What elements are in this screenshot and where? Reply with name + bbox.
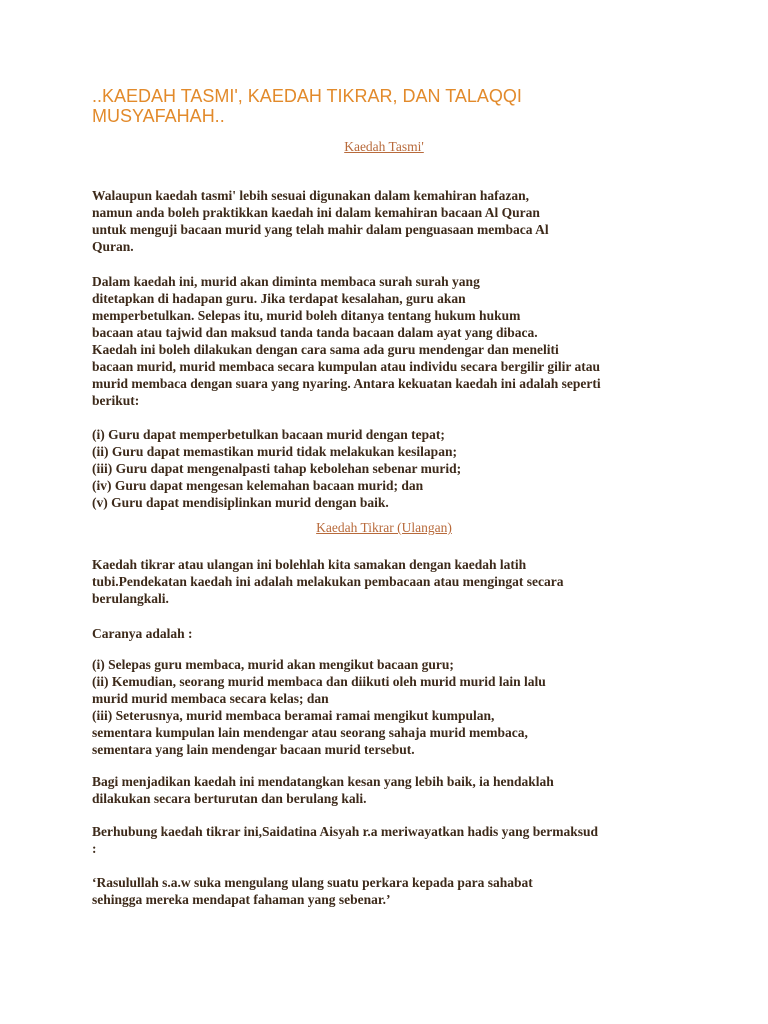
text-line: namun anda boleh praktikkan kaedah ini dalam kemahiran bacaan Al Quran [92, 205, 540, 220]
list-item: (iii) Seterusnya, murid membaca beramai ramai mengikut kumpulan, [92, 708, 495, 723]
text-line: Caranya adalah : [92, 626, 193, 641]
page-title [92, 86, 652, 126]
title-line: ..KAEDAH TASMI', KAEDAH TIKRAR, DAN TALAQQI [92, 86, 522, 106]
text-line: murid membaca dengan suara yang nyaring. Antara kekuatan kaedah ini adalah seperti [92, 376, 601, 391]
caranya-label [92, 625, 692, 642]
text-line: ‘Rasulullah s.a.w suka mengulang ulang suatu perkara kepada para sahabat [92, 875, 533, 890]
text-line: berikut: [92, 393, 140, 408]
list-item: (iv) Guru dapat mengesan kelemahan bacaan murid; dan [92, 478, 424, 493]
text-line: Berhubung kaedah tikrar ini,Saidatina Aisyah r.a meriwayatkan hadis yang bermaksud [92, 824, 598, 839]
text-line: dilakukan secara berturutan dan berulang kali. [92, 791, 367, 806]
text-line: Bagi menjadikan kaedah ini mendatangkan kesan yang lebih baik, ia hendaklah [92, 774, 554, 789]
text-line: Kaedah tikrar atau ulangan ini bolehlah kita samakan dengan kaedah latih [92, 557, 527, 572]
hadith-quote [92, 874, 692, 908]
text-line: Walaupun kaedah tasmi' lebih sesuai digunakan dalam kemahiran hafazan, [92, 188, 529, 203]
heading-kaedah-tikrar: Kaedah Tikrar (Ulangan) [316, 520, 452, 535]
list-item: (i) Selepas guru membaca, murid akan mengikut bacaan guru; [92, 657, 454, 672]
text-line: bacaan murid, murid membaca secara kumpulan atau individu secara bergilir gilir atau [92, 359, 601, 374]
list-item: sementara kumpulan lain mendengar atau seorang sahaja murid membaca, [92, 725, 528, 740]
text-line: Kaedah ini boleh dilakukan dengan cara sama ada guru mendengar dan meneliti [92, 342, 559, 357]
list-item: (i) Guru dapat memperbetulkan bacaan murid dengan tepat; [92, 427, 445, 442]
paragraph-hadith-intro [92, 823, 692, 857]
paragraph-tikrar-intro [92, 556, 692, 607]
paragraph-tikrar-benefit [92, 773, 692, 807]
heading-kaedah-tasmi: Kaedah Tasmi' [344, 139, 424, 154]
text-line: tubi.Pendekatan kaedah ini adalah melakukan pembacaan atau mengingat secara [92, 574, 564, 589]
text-line: : [92, 841, 97, 856]
text-line: Dalam kaedah ini, murid akan diminta membaca surah surah yang [92, 274, 480, 289]
text-line: bacaan atau tajwid dan maksud tanda tanda bacaan dalam ayat yang dibaca. [92, 325, 538, 340]
list-tasmi-strengths [92, 426, 692, 511]
paragraph-intro-tasmi [92, 187, 692, 255]
text-line: untuk menguji bacaan murid yang telah mahir dalam penguasaan membaca Al [92, 222, 549, 237]
list-tikrar-steps [92, 656, 692, 758]
title-line: MUSYAFAHAH.. [92, 106, 225, 126]
text-line: sehingga mereka mendapat fahaman yang sebenar.’ [92, 892, 391, 907]
text-line: Quran. [92, 239, 134, 254]
list-item: (iii) Guru dapat mengenalpasti tahap kebolehan sebenar murid; [92, 461, 462, 476]
list-item: (ii) Guru dapat memastikan murid tidak melakukan kesilapan; [92, 444, 457, 459]
list-item: (v) Guru dapat mendisiplinkan murid dengan baik. [92, 495, 389, 510]
paragraph-tasmi-method [92, 273, 692, 409]
list-item: murid murid membaca secara kelas; dan [92, 691, 329, 706]
text-line: ditetapkan di hadapan guru. Jika terdapat kesalahan, guru akan [92, 291, 466, 306]
text-line: memperbetulkan. Selepas itu, murid boleh ditanya tentang hukum hukum [92, 308, 521, 323]
list-item: sementara yang lain mendengar bacaan murid tersebut. [92, 742, 415, 757]
list-item: (ii) Kemudian, seorang murid membaca dan diikuti oleh murid murid lain lalu [92, 674, 546, 689]
text-line: berulangkali. [92, 591, 169, 606]
